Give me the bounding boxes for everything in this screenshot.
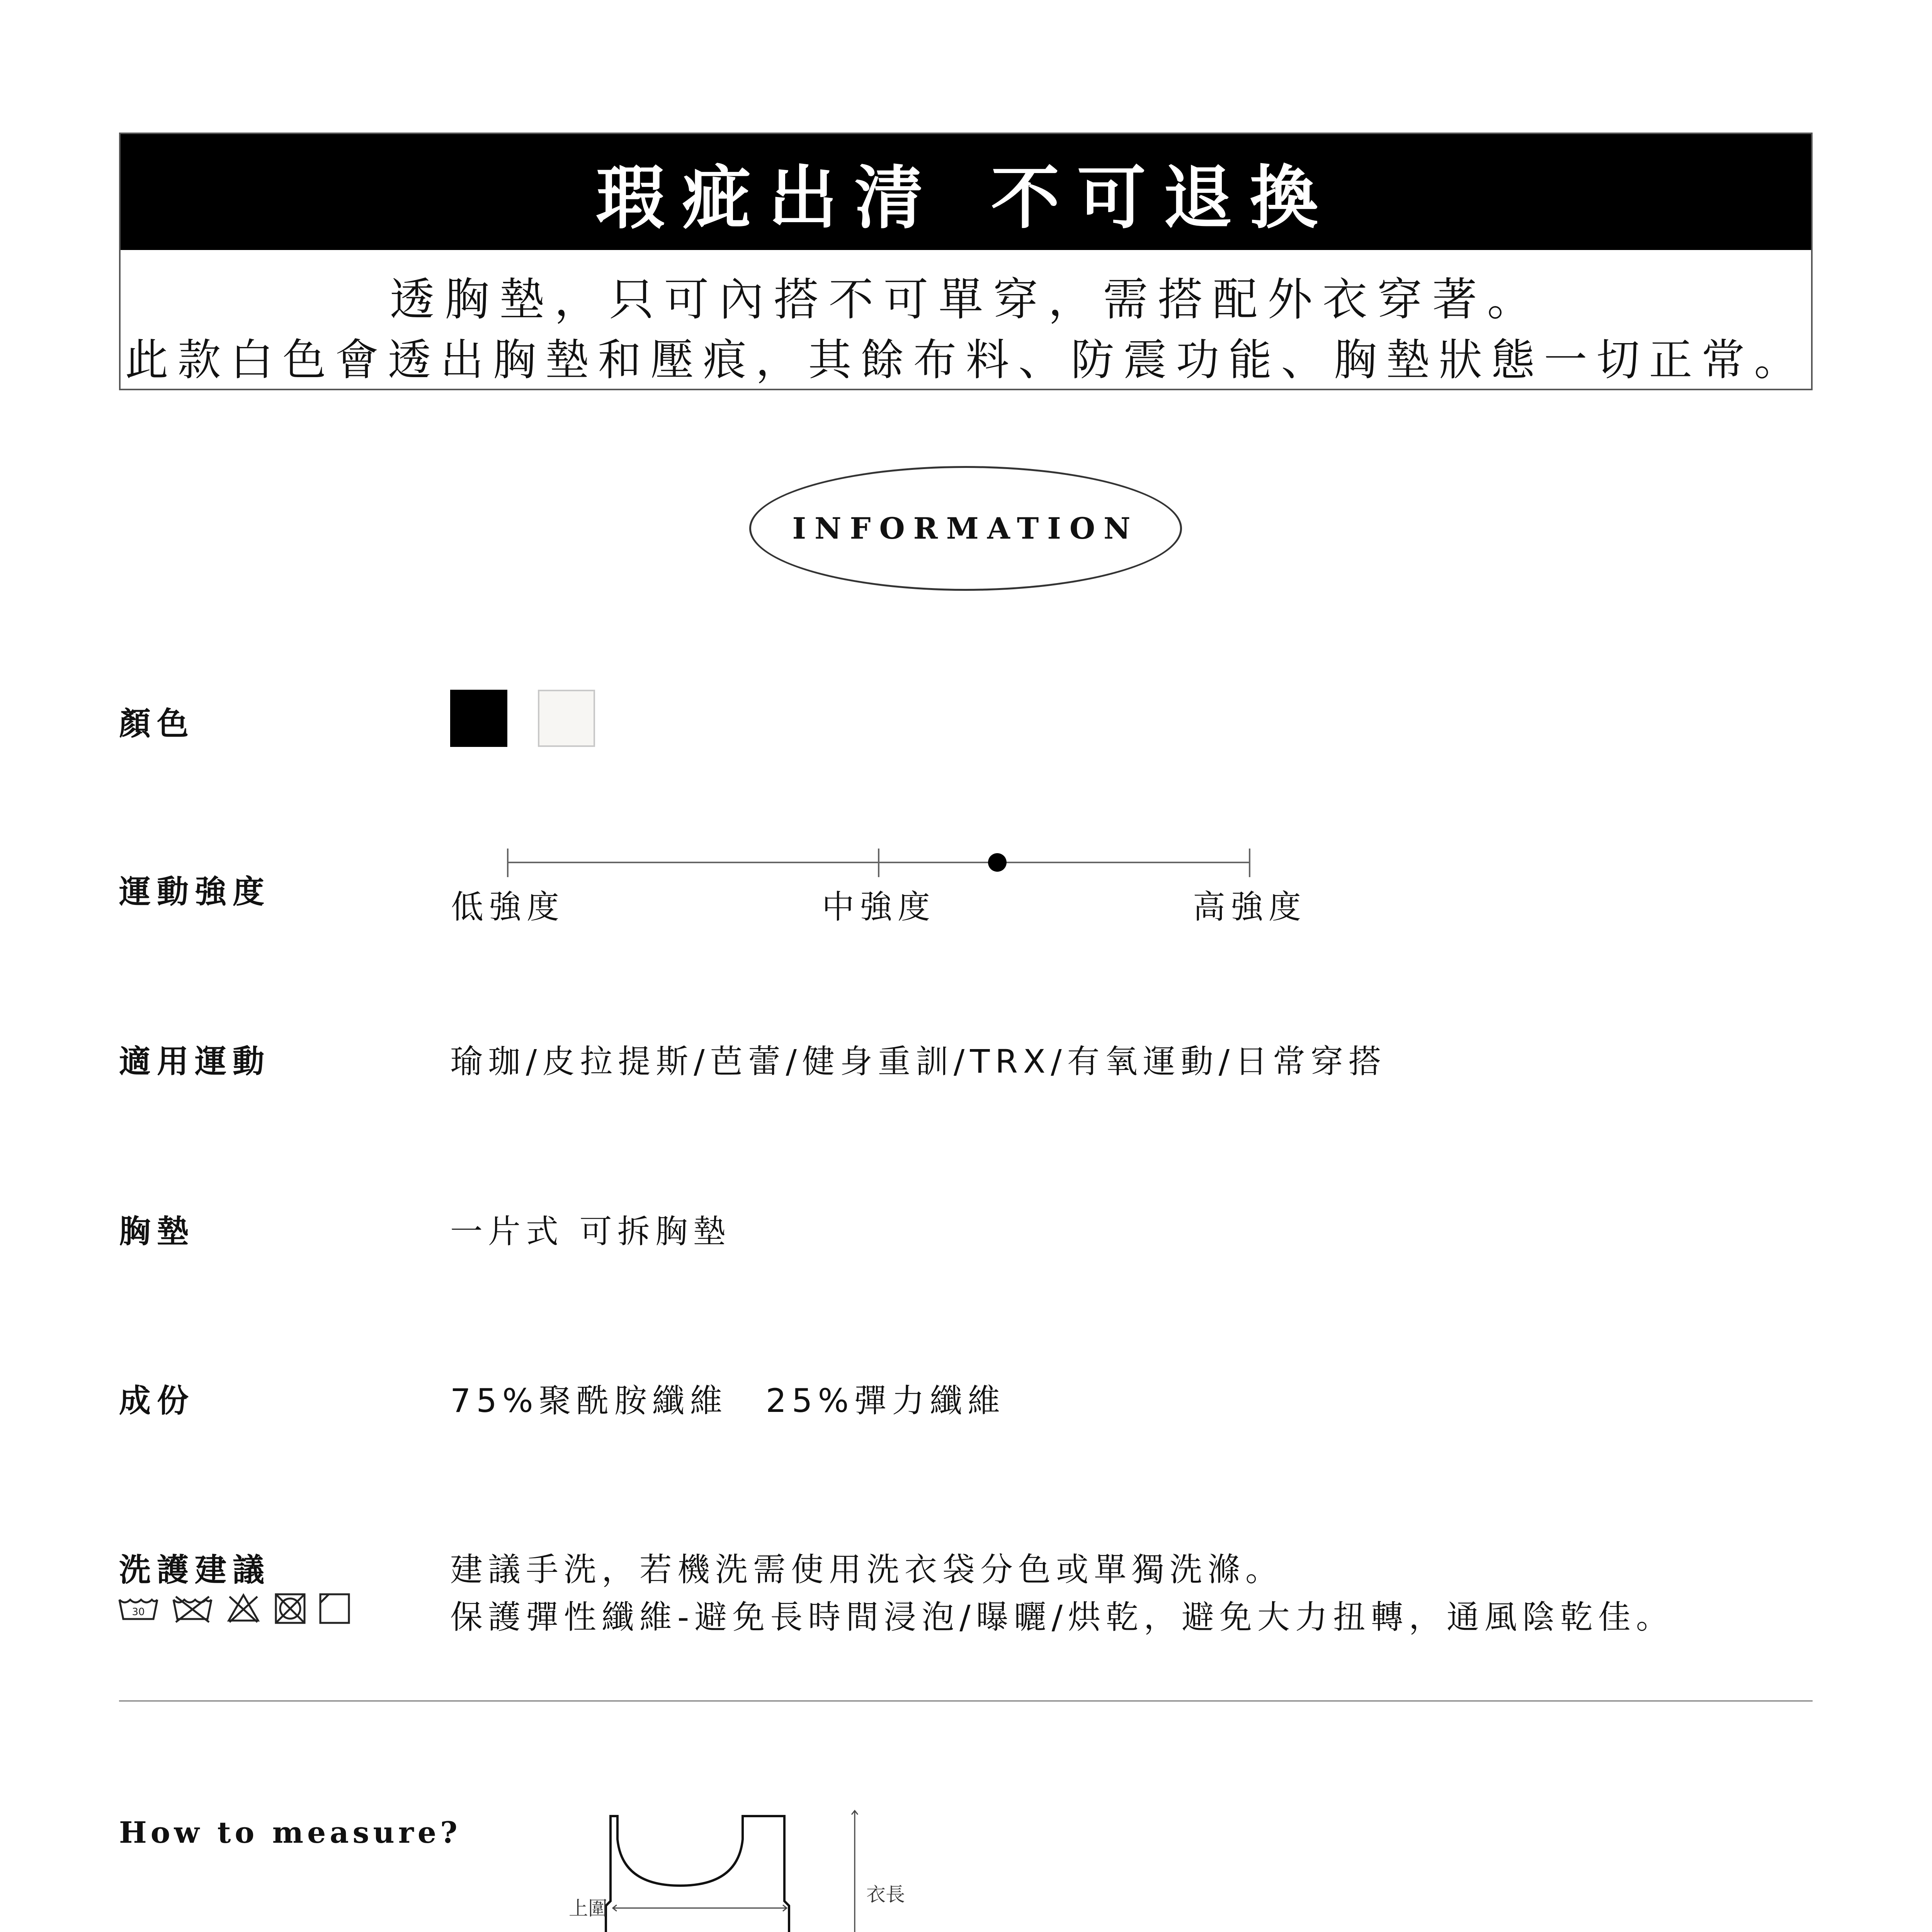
- color-swatch-black[interactable]: [450, 690, 507, 747]
- color-swatch-white[interactable]: [538, 690, 595, 747]
- banner-heading: [121, 134, 1811, 250]
- intensity-tick-low: [507, 849, 509, 877]
- pad-label: 胸墊: [119, 1213, 195, 1250]
- measure-title: How to measure?: [119, 1815, 461, 1850]
- intensity-scale: [386, 831, 1391, 954]
- sports-label: 適用運動: [119, 1043, 271, 1080]
- hand-wash-30-icon: [119, 1600, 157, 1619]
- material-label: 成份: [119, 1382, 195, 1419]
- length-label: 衣長: [866, 1883, 905, 1906]
- bra-outline: [606, 1816, 789, 1932]
- sports-value: 瑜珈/皮拉提斯/芭蕾/健身重訓/TRX/有氧運動/日常穿搭: [450, 1043, 1387, 1080]
- measure-diagram: [541, 1793, 905, 1932]
- care-line-2: 保護彈性纖維-避免長時間浸泡/曝曬/烘乾，避免大力扭轉，通風陰乾佳。: [450, 1598, 1674, 1636]
- intensity-mid-label: 中強度: [821, 888, 936, 926]
- intensity-tick-mid: [878, 849, 879, 877]
- care-line-1: 建議手洗，若機洗需使用洗衣袋分色或單獨洗滌。: [450, 1551, 1284, 1588]
- banner-heading-clearance: 瑕疵出清: [596, 157, 941, 238]
- wash-temp-text: 30: [132, 1606, 145, 1618]
- pad-value: 一片式 可拆胸墊: [450, 1213, 731, 1250]
- banner-notice-line-1: 透胸墊，只可內搭不可單穿，需搭配外衣穿著。: [389, 274, 1542, 326]
- color-label: 顏色: [119, 705, 195, 742]
- information-title: [749, 466, 1182, 591]
- banner-heading-no-return: 不可退換: [991, 157, 1336, 238]
- length-measure-line: [852, 1811, 858, 1932]
- intensity-marker: [988, 853, 1007, 872]
- section-divider: [119, 1700, 1813, 1702]
- intensity-tick-high: [1249, 849, 1250, 877]
- banner-notice-line-2: 此款白色會透出胸墊和壓痕，其餘布料、防震功能、胸墊狀態一切正常。: [125, 335, 1807, 385]
- care-symbols: [118, 1591, 357, 1626]
- intensity-high-label: 高強度: [1192, 888, 1307, 926]
- clearance-banner: [119, 133, 1813, 390]
- no-iron-icon: [229, 1595, 258, 1622]
- bust-label: 上圍: [569, 1897, 607, 1920]
- no-bleach-icon: [173, 1597, 211, 1622]
- intensity-low-label: 低強度: [451, 888, 565, 926]
- no-tumble-dry-icon: [276, 1594, 304, 1623]
- information-title-text: INFORMATION: [792, 511, 1139, 546]
- care-label: 洗護建議: [119, 1551, 271, 1588]
- dry-flat-icon: [320, 1594, 349, 1623]
- material-value: 75%聚酰胺纖維 25%彈力纖維: [450, 1382, 1006, 1420]
- intensity-label: 運動強度: [119, 873, 271, 910]
- bust-measure-line: [613, 1905, 787, 1911]
